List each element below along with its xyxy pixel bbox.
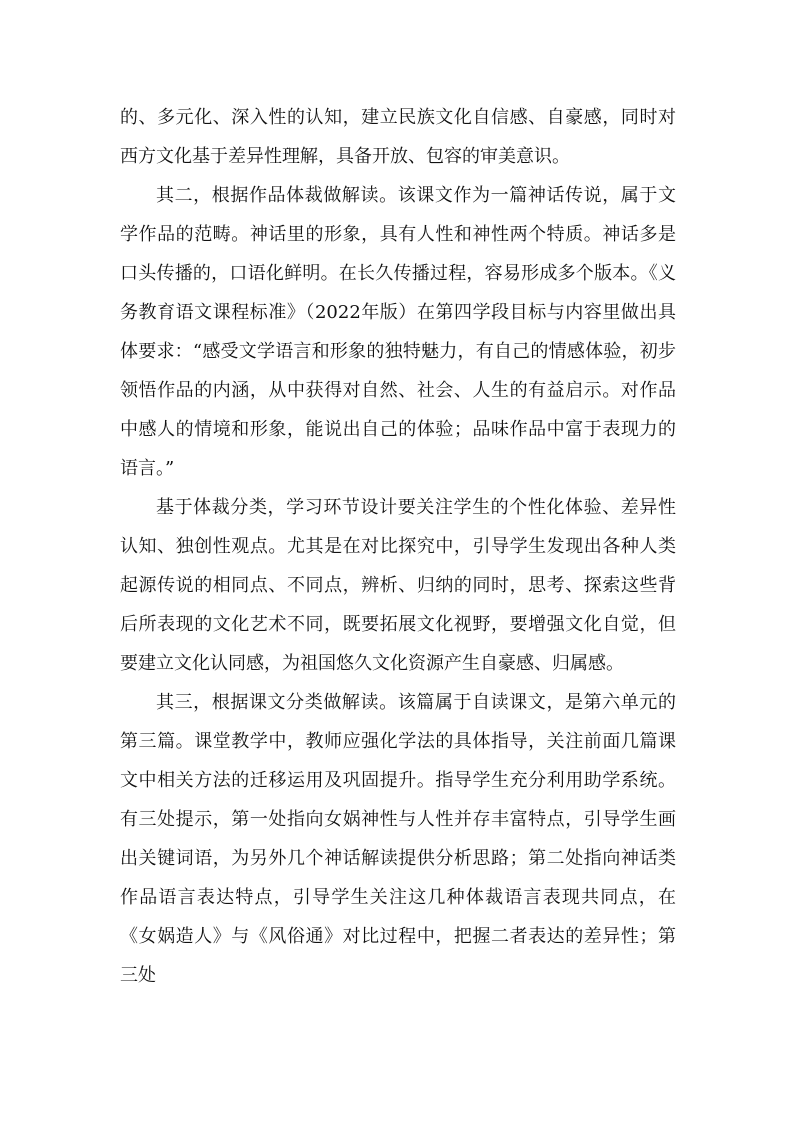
paragraph-continuation: 的、多元化、深入性的认知，建立民族文化自信感、自豪感，同时对西方文化基于差异性理解，具备开放、包容的审美意识。: [120, 107, 676, 167]
document-page: [120, 98, 676, 995]
paragraph-genre-analysis: 其二，根据作品体裁做解读。该课文作为一篇神话传说，属于文学作品的范畴。神话里的形象，具有人性和神性两个特质。神话多是口头传播的，口语化鲜明。在长久传播过程，容易形成多个版本。《义务教育语文课程标准》（2022年版）在第四学段目标与内容里做出具体要求：“感受文学语言和形象的独特魅力，有自己的情感体验，初步领悟作品的内涵，从中获得对自然、社会、人生的有益启示。对作品中感人的情境和形象，能说出自己的体验；品味作品中富于表现力的语言。”: [120, 185, 676, 479]
paragraph-text-classification: 其三，根据课文分类做解读。该篇属于自读课文，是第六单元的第三篇。课堂教学中，教师应强化学法的具体指导，关注前面几篇课文中相关方法的迁移运用及巩固提升。指导学生充分利用助学系统。有三处提示，第一处指向女娲神性与人性并存丰富特点，引导学生画出关键词语，为另外几个神话解读提供分析思路；第二处指向神话类作品语言表达特点，引导学生关注这几种体裁语言表现共同点，在《女娲造人》与《风俗通》对比过程中，把握二者表达的差异性；第三处: [120, 692, 676, 986]
paragraph-genre-design: 基于体裁分类，学习环节设计要关注学生的个性化体验、差异性认知、独创性观点。尤其是在对比探究中，引导学生发现出各种人类起源传说的相同点、不同点，辨析、归纳的同时，思考、探索这些背后所表现的文化艺术不同，既要拓展文化视野，要增强文化自觉，但要建立文化认同感，为祖国悠久文化资源产生自豪感、归属感。: [120, 497, 676, 674]
